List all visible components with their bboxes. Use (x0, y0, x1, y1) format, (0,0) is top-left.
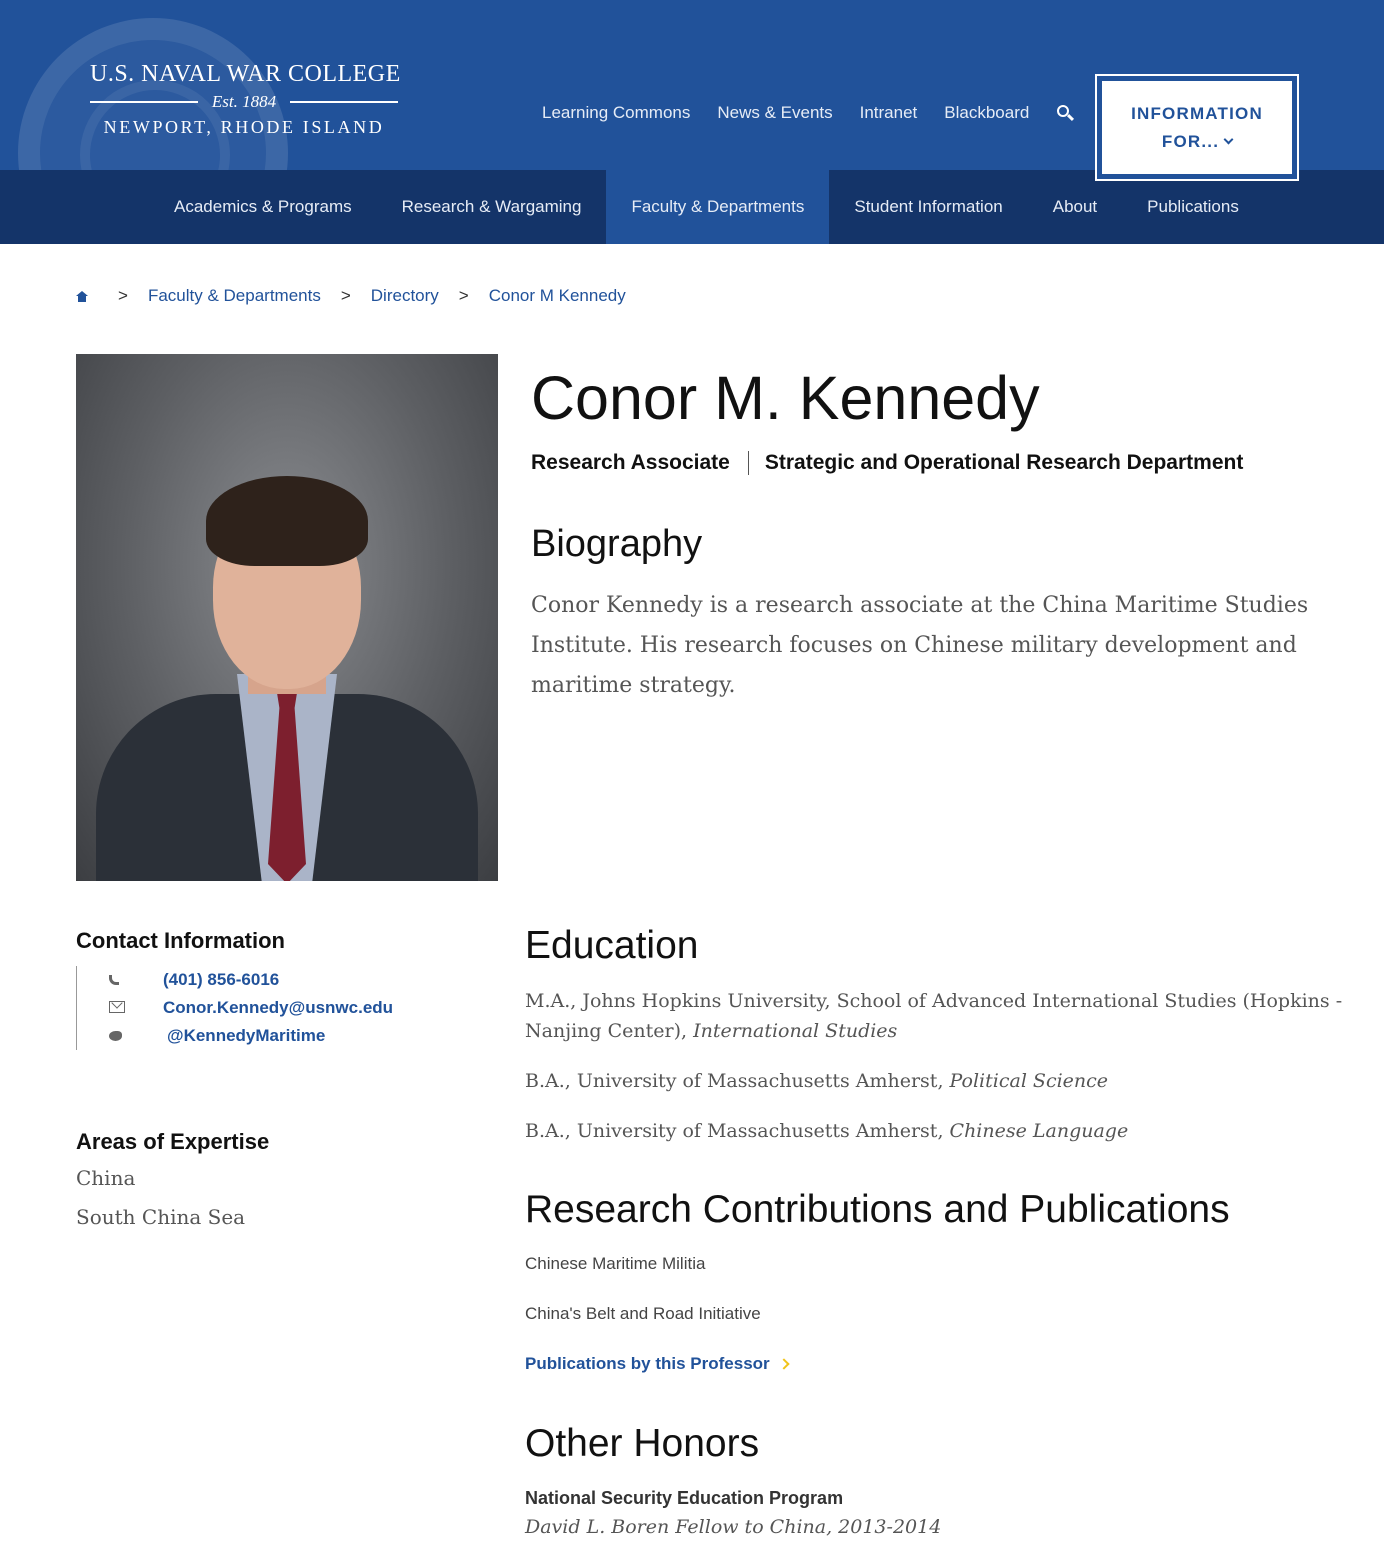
contact-email-row (109, 994, 393, 1022)
phone-icon (109, 975, 119, 985)
breadcrumb-separator: > (458, 286, 469, 305)
profile-name: Conor M. Kennedy (531, 364, 1040, 432)
honors-heading: Other Honors (525, 1422, 760, 1465)
breadcrumb-separator: > (340, 286, 351, 305)
biography-heading: Biography (531, 523, 703, 565)
college-logo[interactable] (90, 60, 401, 138)
breadcrumb (76, 284, 646, 308)
envelope-icon (109, 1001, 125, 1013)
title-divider (748, 451, 749, 475)
nav-academics-programs[interactable]: Academics & Programs (174, 197, 352, 216)
util-link-learning-commons[interactable]: Learning Commons (542, 103, 691, 122)
util-link-intranet[interactable]: Intranet (859, 103, 918, 122)
nav-publications[interactable]: Publications (1147, 197, 1239, 216)
chevron-down-icon (1224, 134, 1234, 144)
nav-research-wargaming[interactable]: Research & Wargaming (401, 197, 582, 216)
honor-subtitle: David L. Boren Fellow to China, 2013-2014 (525, 1516, 942, 1538)
expertise-item: China (76, 1166, 136, 1190)
education-item: B.A., University of Massachusetts Amherst, Political Science (525, 1070, 1109, 1092)
util-link-blackboard[interactable]: Blackboard (944, 103, 1030, 122)
breadcrumb-separator: > (118, 286, 128, 305)
information-for-button[interactable] (1095, 74, 1299, 181)
util-link-news-events[interactable]: News & Events (717, 103, 833, 122)
expertise-heading: Areas of Expertise (76, 1129, 270, 1154)
logo-title: U.S. NAVAL WAR COLLEGE (90, 61, 401, 87)
contact-phone-row (109, 966, 393, 994)
expertise-item: South China Sea (76, 1205, 246, 1229)
honor-title: National Security Education Program (525, 1488, 844, 1508)
utility-nav (542, 101, 1074, 125)
research-heading: Research Contributions and Publications (525, 1188, 1230, 1231)
phone-link[interactable]: (401) 856-6016 (163, 970, 280, 989)
profile-role: Research Associate (531, 451, 730, 474)
home-icon[interactable] (76, 291, 88, 302)
breadcrumb-current-page[interactable]: Conor M Kennedy (488, 286, 626, 305)
info-button-line1: INFORMATION (1131, 103, 1263, 123)
biography-text: Conor Kennedy is a research associate at the China Maritime Studies Institute. His research focuses on Chinese military development and maritime strategy. (531, 593, 1309, 698)
education-item: B.A., University of Massachusetts Amherst, Chinese Language (525, 1120, 1129, 1142)
contact-twitter-row (109, 1022, 393, 1050)
breadcrumb-faculty-departments[interactable]: Faculty & Departments (147, 286, 321, 305)
nav-faculty-departments[interactable]: Faculty & Departments (606, 170, 829, 244)
profile-title-row (531, 450, 1243, 476)
research-item: Chinese Maritime Militia (525, 1254, 706, 1273)
nav-student-information[interactable]: Student Information (854, 197, 1003, 216)
breadcrumb-directory[interactable]: Directory (370, 286, 439, 305)
education-heading: Education (525, 924, 699, 967)
chevron-right-icon (778, 1358, 789, 1369)
logo-established: Est. 1884 (211, 92, 277, 111)
search-icon[interactable] (1056, 104, 1074, 122)
nav-about[interactable]: About (1052, 197, 1098, 216)
contact-heading: Contact Information (76, 928, 285, 953)
contact-list (76, 966, 393, 1050)
email-link[interactable]: Conor.Kennedy@usnwc.edu (163, 998, 394, 1017)
education-item: M.A., Johns Hopkins University, School of Advanced International Studies (Hopkins - Nanjing Center), International Studies (525, 990, 1343, 1042)
publications-link[interactable]: Publications by this Professor (525, 1354, 788, 1374)
twitter-icon (109, 1031, 122, 1041)
main-nav (0, 170, 1384, 244)
twitter-link[interactable]: @KennedyMaritime (167, 1026, 326, 1045)
profile-photo (76, 354, 498, 881)
profile-department: Strategic and Operational Research Department (764, 451, 1244, 474)
info-button-line2: FOR... (1161, 131, 1220, 151)
logo-location: NEWPORT, RHODE ISLAND (103, 117, 385, 137)
research-item: China's Belt and Road Initiative (525, 1304, 761, 1323)
